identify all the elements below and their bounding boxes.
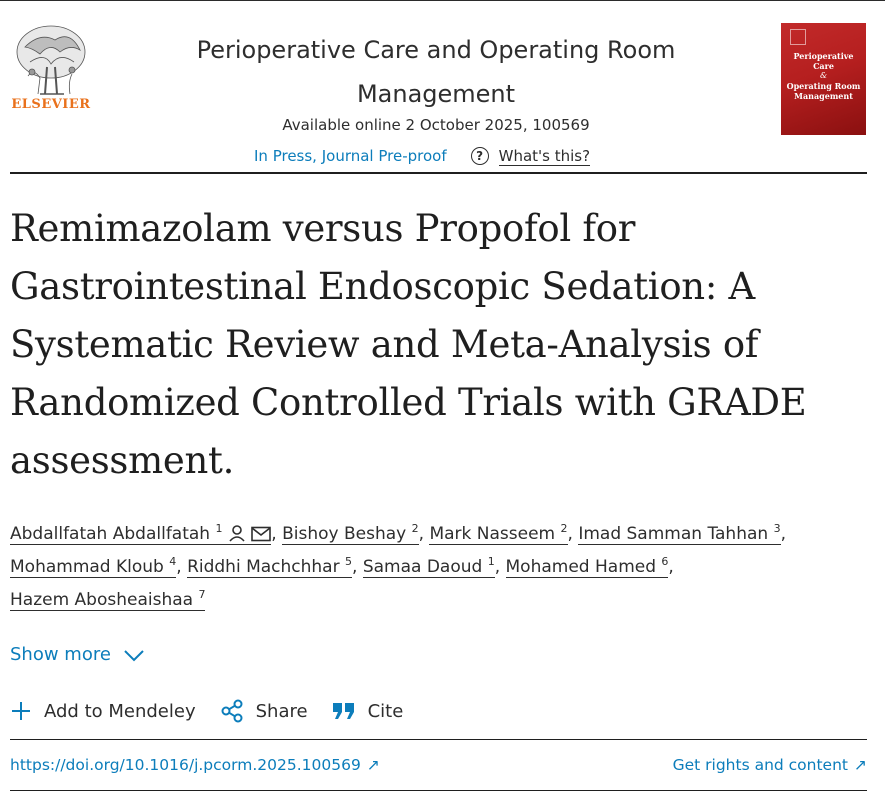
cite-label: Cite: [367, 700, 404, 722]
author-link[interactable]: Samaa Daoud $^1$: [362, 555, 495, 577]
doi-top-divider: [10, 739, 867, 740]
author-list: Abdallfatah Abdallfatah $^1$ , Bishoy Beshay $^2$, Mark Nasseem $^2$, Imad Samman Tahhan $^3$, Mohammad Kloub $^4$, Riddhi Machchhar $^5$, Samaa Daoud $^1$, Mohamed Hamed $^6$, Hazem Abosheaishaa $^7$: [10, 522, 786, 610]
show-more-label: Show more: [10, 644, 111, 665]
author-link[interactable]: Mohamed Hamed $^6$: [505, 555, 669, 577]
plus-icon: [10, 700, 32, 722]
author-link[interactable]: Bishoy Beshay $^2$: [282, 522, 419, 544]
article-status-row: [254, 145, 590, 167]
share-label: Share: [255, 700, 308, 722]
chevron-down-icon: [123, 648, 145, 662]
add-to-mendeley-button[interactable]: [10, 700, 196, 722]
rights-link[interactable]: Get rights and content ↗: [672, 756, 867, 774]
article-actions: [10, 697, 427, 725]
external-link-icon: ↗: [854, 756, 867, 774]
in-press-link[interactable]: In Press, Journal Pre-proof: [254, 147, 447, 165]
cite-button[interactable]: [332, 701, 404, 722]
article-title: Remimazolam versus Propofol for Gastrointestinal Endoscopic Sedation: A Systematic Review and Meta-Analysis of Randomized Controlled Trials with GRADE assessment.: [10, 207, 807, 482]
cover-title: Perioperative Care & Operating Room Management: [786, 51, 861, 101]
share-icon: [220, 699, 244, 723]
journal-cover-thumbnail[interactable]: [781, 23, 866, 135]
top-border: [0, 0, 885, 1]
journal-title[interactable]: Perioperative Care and Operating Room Management: [196, 36, 676, 108]
share-button[interactable]: [220, 699, 308, 723]
header-divider: [10, 172, 867, 174]
availability-text: Available online 2 October 2025, 100569: [282, 116, 590, 134]
email-icon: [251, 526, 271, 542]
external-link-icon: ↗: [366, 756, 380, 774]
doi-bottom-divider: [10, 790, 867, 791]
author-link[interactable]: Riddhi Machchhar $^5$: [187, 555, 352, 577]
person-icon: [228, 524, 246, 542]
quote-icon: [332, 701, 356, 721]
author-link[interactable]: Mark Nasseem $^2$: [429, 522, 568, 544]
doi-link[interactable]: https://doi.org/10.1016/j.pcorm.2025.100569 ↗: [10, 756, 380, 774]
elsevier-wordmark: ELSEVIER: [11, 97, 91, 112]
whats-this-link[interactable]: What's this?: [498, 146, 591, 165]
help-icon[interactable]: ?: [471, 147, 489, 165]
show-more-button[interactable]: [10, 644, 145, 665]
author-link[interactable]: Hazem Abosheaishaa $^7$: [10, 588, 206, 610]
author-link[interactable]: Imad Samman Tahhan $^3$: [578, 522, 781, 544]
author-link[interactable]: Abdallfatah Abdallfatah $^1$: [10, 524, 271, 545]
cover-logo-icon: [790, 29, 806, 45]
mendeley-label: Add to Mendeley: [44, 700, 196, 722]
author-link[interactable]: Mohammad Kloub $^4$: [10, 555, 177, 577]
doi-row: [10, 754, 867, 776]
